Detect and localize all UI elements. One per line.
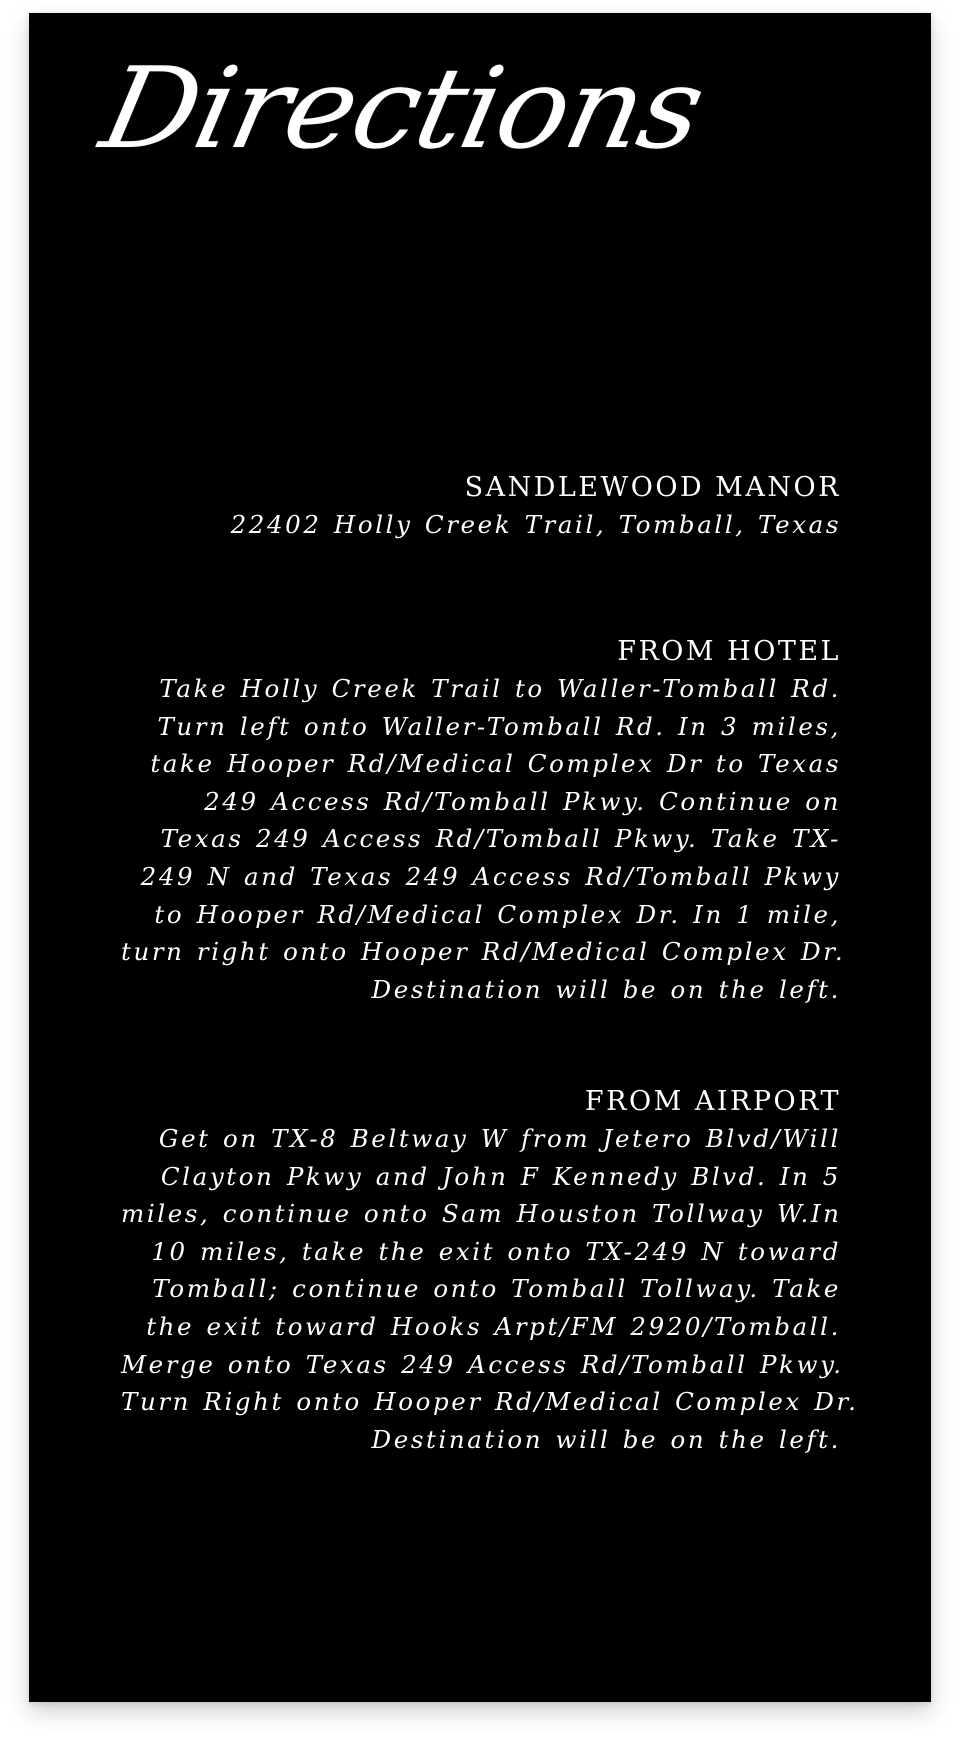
direction-line: miles, continue onto Sam Houston Tollway W.In <box>121 1199 842 1229</box>
direction-line: Turn left onto Waller-Tomball Rd. In 3 miles, <box>157 711 841 741</box>
direction-line: take Hooper Rd/Medical Complex Dr to Texas <box>150 749 841 779</box>
direction-line: 249 Access Rd/Tomball Pkwy. Continue on <box>204 786 841 816</box>
from-hotel-heading: FROM HOTEL <box>617 636 841 667</box>
from-hotel-directions <box>121 670 846 1008</box>
page-title: Directions <box>91 44 714 174</box>
venue-name: SANDLEWOOD MANOR <box>464 472 841 503</box>
directions-card <box>29 13 931 1702</box>
direction-line: Turn Right onto Hooper Rd/Medical Complex Dr. <box>121 1387 859 1417</box>
direction-line: turn right onto Hooper Rd/Medical Complex Dr. <box>121 937 846 967</box>
direction-line: the exit toward Hooks Arpt/FM 2920/Tomball. <box>146 1311 841 1341</box>
direction-line: Merge onto Texas 249 Access Rd/Tomball Pkwy. <box>121 1349 844 1379</box>
direction-line: Get on TX-8 Beltway W from Jetero Blvd/Will <box>158 1124 841 1153</box>
direction-line: Take Holly Creek Trail to Waller-Tomball Rd. <box>159 674 841 703</box>
direction-line: 249 N and Texas 249 Access Rd/Tomball Pkwy <box>140 861 841 891</box>
from-airport-heading: FROM AIRPORT <box>584 1086 841 1117</box>
from-hotel-section <box>121 633 846 1008</box>
direction-line: to Hooper Rd/Medical Complex Dr. In 1 mile, <box>154 899 841 929</box>
from-airport-section <box>121 1083 859 1458</box>
venue-section <box>121 469 841 544</box>
direction-line: Tomball; continue onto Tomball Tollway. Take <box>152 1274 841 1304</box>
from-airport-directions <box>121 1120 859 1458</box>
direction-line: Destination will be on the left. <box>371 974 841 1004</box>
venue-address: 22402 Holly Creek Trail, Tomball, Texas <box>230 510 841 539</box>
direction-line: Destination will be on the left. <box>371 1424 841 1454</box>
direction-line: Clayton Pkwy and John F Kennedy Blvd. In 5 <box>160 1161 841 1191</box>
direction-line: 10 miles, take the exit onto TX-249 N toward <box>151 1236 841 1266</box>
direction-line: Texas 249 Access Rd/Tomball Pkwy. Take TX- <box>160 824 841 854</box>
